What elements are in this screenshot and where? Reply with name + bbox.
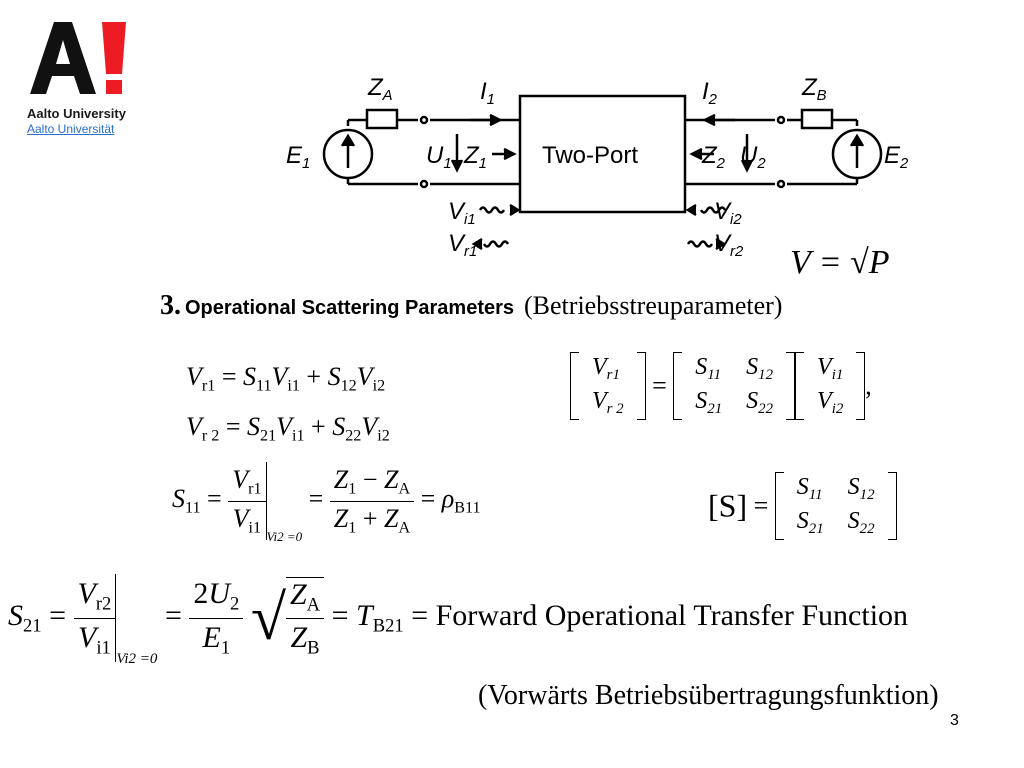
two-port-box-label: Two-Port bbox=[542, 142, 639, 169]
e2-label bbox=[884, 142, 908, 172]
z-a-subscript: A bbox=[382, 88, 393, 105]
i2-label bbox=[702, 78, 717, 108]
eq-vr2: $V_{r 2} = S_{21}V_{i1} + S_{22}V_{i2}$ bbox=[186, 412, 390, 445]
i1-label bbox=[480, 78, 495, 108]
formula-v-sqrt-p: V = √P bbox=[790, 244, 890, 281]
e1-label bbox=[286, 142, 310, 172]
vi1-label bbox=[448, 198, 476, 228]
section-title bbox=[160, 290, 782, 322]
z1-subscript: 1 bbox=[478, 156, 487, 173]
vi2-subscript: i2 bbox=[730, 212, 742, 229]
vr2-label bbox=[714, 230, 743, 260]
z1-symbol: Z bbox=[464, 142, 479, 169]
z2-symbol: Z bbox=[702, 142, 717, 169]
s-matrix-elements: $S_{11}$ $S_{12}$ $S_{21}$ $S_{22}$ bbox=[775, 472, 897, 540]
s11-condition: Vi2 =0 bbox=[266, 528, 303, 544]
vr2-symbol: V bbox=[714, 230, 731, 257]
s21-condition: Vi2 =0 bbox=[116, 650, 158, 667]
u1-label bbox=[426, 142, 452, 172]
vi2-symbol: V bbox=[714, 198, 731, 225]
section-title-german: (Betriebsstreuparameter) bbox=[524, 291, 783, 320]
forward-transfer-label: Forward Operational Transfer Function bbox=[435, 598, 909, 632]
s-matrix-definition: [S] = $S_{11}$ $S_{12}$ $S_{21}$ $S_{22}$ bbox=[708, 472, 897, 540]
e2-subscript: 2 bbox=[900, 156, 909, 173]
vr2-subscript: r2 bbox=[730, 244, 744, 261]
sqrt-sign: √ bbox=[250, 582, 286, 653]
z-a-symbol: Z bbox=[368, 74, 383, 101]
z2-subscript: 2 bbox=[716, 156, 725, 173]
logo-university-link[interactable]: Aalto Universität bbox=[27, 122, 115, 136]
e1-symbol: E bbox=[286, 142, 303, 169]
vi1-subscript: i1 bbox=[464, 212, 476, 229]
forward-transfer-german: (Vorwärts Betriebsübertragungsfunktion) bbox=[478, 680, 939, 711]
z1-label bbox=[464, 142, 487, 172]
vr1-symbol: V bbox=[448, 230, 465, 257]
page-number: 3 bbox=[950, 712, 959, 729]
two-port-diagram bbox=[270, 72, 950, 272]
u1-symbol: U bbox=[426, 142, 444, 169]
aalto-logo-mark bbox=[28, 18, 138, 98]
matrix-equation: $V_{r1}$ $V_{r 2}$ = $S_{11}$ $S_{12}$ $S_{21}$ $S_{22}$ $V_{i1}$ $V_{i2}$ , bbox=[570, 352, 872, 420]
vr1-subscript: r1 bbox=[464, 244, 478, 261]
i1-subscript: 1 bbox=[486, 92, 495, 109]
i2-subscript: 2 bbox=[708, 92, 717, 109]
logo-university-name: Aalto University bbox=[27, 106, 126, 121]
z-b-symbol: Z bbox=[802, 74, 817, 101]
vi2-label bbox=[714, 198, 742, 228]
vi1-symbol: V bbox=[448, 198, 465, 225]
z-a-label bbox=[368, 74, 393, 104]
u2-subscript: 2 bbox=[757, 156, 766, 173]
aalto-logo bbox=[22, 18, 172, 146]
u2-symbol: U bbox=[740, 142, 758, 169]
e2-symbol: E bbox=[884, 142, 901, 169]
matrix-vi: $V_{i1}$ $V_{i2}$ bbox=[795, 352, 865, 420]
u1-subscript: 1 bbox=[443, 156, 452, 173]
z2-label bbox=[702, 142, 725, 172]
u2-label bbox=[740, 142, 766, 172]
eq-s11: $S_{11}$ = $\frac{V_{r1}}{V_{i1}}$ $_{Vi2 =0}$ = $\frac{Z_1 - Z_A}{Z_1 + Z_A}$ = $\rho_{B11}$ bbox=[172, 462, 481, 545]
section-title-english: Operational Scattering Parameters bbox=[185, 297, 515, 319]
z-b-subscript: B bbox=[816, 88, 827, 105]
eq-s21: $S_{21}$ = $\frac{V_{r2}}{V_{i1}}$ $_{Vi2 =0}$ = $\frac{2U_2}{E_1}$ √ $\frac{Z_A}{Z_B}$ = $T_{B21}$ = Forward Operational Transfer Function bbox=[8, 574, 908, 668]
s-matrix-symbol: [S] bbox=[708, 487, 748, 524]
eq-vr1: $V_{r1} = S_{11}V_{i1} + S_{12}V_{i2}$ bbox=[186, 362, 386, 395]
section-number: 3. bbox=[160, 290, 181, 321]
matrix-vr: $V_{r1}$ $V_{r 2}$ bbox=[570, 352, 646, 420]
vr1-label bbox=[448, 230, 477, 260]
e1-subscript: 1 bbox=[302, 156, 311, 173]
z-b-label bbox=[802, 74, 827, 104]
matrix-s: $S_{11}$ $S_{12}$ $S_{21}$ $S_{22}$ bbox=[673, 352, 795, 420]
i1-symbol: I bbox=[480, 78, 487, 105]
i2-symbol: I bbox=[702, 78, 709, 105]
